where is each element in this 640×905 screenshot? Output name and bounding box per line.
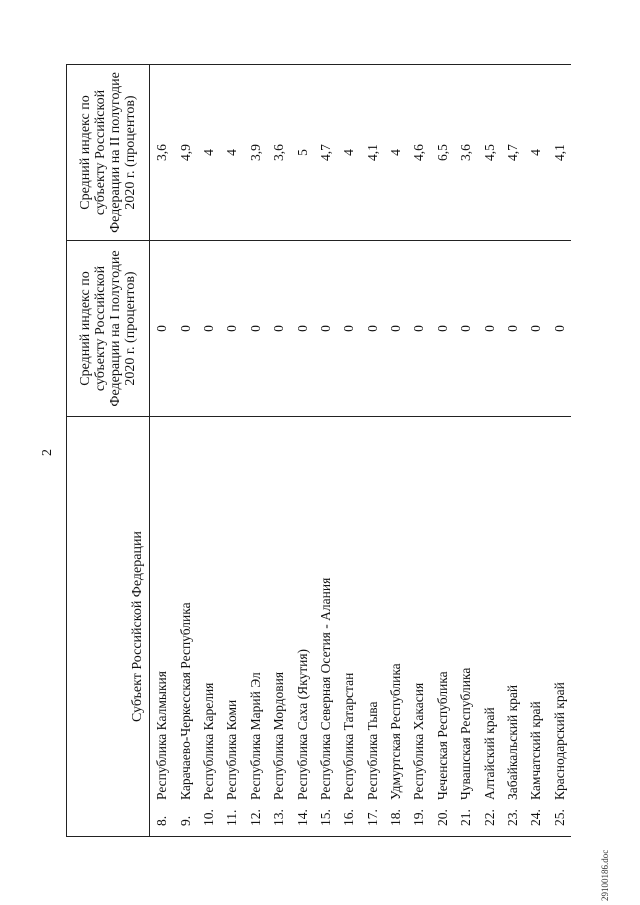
h2-index-value: 5 xyxy=(290,65,313,241)
h2-index-value: 4,7 xyxy=(314,65,337,241)
subject-cell xyxy=(431,417,454,837)
header-h1-index: Средний индекс по субъекту Российской Федерации на I полугодие 2020 г. (процентов) xyxy=(67,241,150,417)
table-row xyxy=(337,65,360,837)
subject-name: Республика Северная Осетия - Алания xyxy=(317,577,333,800)
h1-index-value: 0 xyxy=(361,241,384,417)
h1-index-value: 0 xyxy=(431,241,454,417)
row-number: 17. xyxy=(364,809,380,826)
h2-index-value: 3,9 xyxy=(244,65,267,241)
subject-name: Алтайский край xyxy=(481,707,497,800)
h2-index-value: 3,6 xyxy=(454,65,477,241)
h2-index-value: 4 xyxy=(524,65,547,241)
subject-name: Республика Татарстан xyxy=(341,672,357,800)
table-row xyxy=(150,65,174,837)
h1-index-value: 0 xyxy=(244,241,267,417)
table-row xyxy=(220,65,243,837)
row-number: 22. xyxy=(481,809,497,826)
h1-index-value: 0 xyxy=(384,241,407,417)
table-row xyxy=(501,65,524,837)
subject-name: Республика Калмыкия xyxy=(154,671,170,800)
table-body xyxy=(150,65,572,837)
subject-cell xyxy=(197,417,220,837)
row-number: 18. xyxy=(388,809,404,826)
row-number: 13. xyxy=(271,809,287,826)
h1-index-value: 0 xyxy=(150,241,174,417)
h1-index-value: 0 xyxy=(267,241,290,417)
subject-name: Республика Саха (Якутия) xyxy=(294,648,310,800)
h2-index-value: 6,5 xyxy=(431,65,454,241)
row-number: 25. xyxy=(551,809,567,826)
h1-index-value: 0 xyxy=(314,241,337,417)
h2-index-value: 4,9 xyxy=(173,65,196,241)
h1-index-value: 0 xyxy=(290,241,313,417)
h1-index-value: 0 xyxy=(407,241,430,417)
row-number: 9. xyxy=(177,815,193,826)
row-number: 16. xyxy=(341,809,357,826)
h1-index-value: 0 xyxy=(524,241,547,417)
subject-name: Республика Коми xyxy=(224,699,240,800)
subject-cell xyxy=(407,417,430,837)
h1-index-value: 0 xyxy=(454,241,477,417)
row-number: 21. xyxy=(458,809,474,826)
h1-index-value: 0 xyxy=(197,241,220,417)
subject-name: Республика Хакасия xyxy=(411,682,427,800)
h1-index-value: 0 xyxy=(220,241,243,417)
subject-cell xyxy=(454,417,477,837)
row-number: 20. xyxy=(434,809,450,826)
table-row xyxy=(431,65,454,837)
h2-index-value: 4,5 xyxy=(477,65,500,241)
h2-index-value: 4,7 xyxy=(501,65,524,241)
subject-name: Чувашская Республика xyxy=(458,667,474,800)
table-row xyxy=(267,65,290,837)
table-row xyxy=(454,65,477,837)
subject-cell xyxy=(337,417,360,837)
subject-cell xyxy=(548,417,571,837)
h2-index-value: 4,6 xyxy=(407,65,430,241)
h2-index-value: 4 xyxy=(197,65,220,241)
h2-index-value: 3,6 xyxy=(150,65,174,241)
table-row xyxy=(314,65,337,837)
table-row xyxy=(361,65,384,837)
table-header-row xyxy=(67,65,150,837)
row-number: 14. xyxy=(294,809,310,826)
subject-cell xyxy=(173,417,196,837)
table-row xyxy=(244,65,267,837)
header-h2-index: Средний индекс по субъекту Российской Федерации на II полугодие 2020 г. (процентов) xyxy=(67,65,150,241)
table-row xyxy=(384,65,407,837)
table-row xyxy=(477,65,500,837)
h1-index-value: 0 xyxy=(337,241,360,417)
subject-name: Республика Тыва xyxy=(364,701,380,800)
index-table xyxy=(66,64,571,837)
subject-cell xyxy=(501,417,524,837)
row-number: 23. xyxy=(505,809,521,826)
table-row xyxy=(524,65,547,837)
subject-name: Республика Карелия xyxy=(200,682,216,800)
row-number: 24. xyxy=(528,809,544,826)
h1-index-value: 0 xyxy=(477,241,500,417)
subject-name: Забайкальский край xyxy=(505,684,521,800)
footer-filename: 29100186.doc xyxy=(600,849,610,901)
subject-name: Республика Мордовия xyxy=(271,671,287,800)
subject-cell xyxy=(267,417,290,837)
row-number: 11. xyxy=(224,809,240,826)
table-row xyxy=(407,65,430,837)
table-row xyxy=(197,65,220,837)
subject-name: Удмуртская Республика xyxy=(388,663,404,800)
h2-index-value: 4,1 xyxy=(361,65,384,241)
row-number: 19. xyxy=(411,809,427,826)
subject-name: Карачаево-Черкесская Республика xyxy=(177,602,193,800)
subject-cell xyxy=(361,417,384,837)
h1-index-value: 0 xyxy=(173,241,196,417)
h2-index-value: 4,1 xyxy=(548,65,571,241)
subject-cell xyxy=(384,417,407,837)
h1-index-value: 0 xyxy=(501,241,524,417)
h2-index-value: 4 xyxy=(220,65,243,241)
h2-index-value: 3,6 xyxy=(267,65,290,241)
row-number: 8. xyxy=(154,815,170,826)
subject-cell xyxy=(524,417,547,837)
table-row xyxy=(290,65,313,837)
table-row xyxy=(173,65,196,837)
row-number: 15. xyxy=(317,809,333,826)
header-subject: Субъект Российской Федерации xyxy=(67,417,150,837)
row-number: 12. xyxy=(247,809,263,826)
page-number: 2 xyxy=(40,449,55,456)
table-row xyxy=(548,65,571,837)
h1-index-value: 0 xyxy=(548,241,571,417)
row-number: 10. xyxy=(200,809,216,826)
subject-cell xyxy=(477,417,500,837)
h2-index-value: 4 xyxy=(384,65,407,241)
h2-index-value: 4 xyxy=(337,65,360,241)
subject-name: Чеченская Республика xyxy=(434,671,450,800)
subject-cell xyxy=(244,417,267,837)
subject-name: Камчатский край xyxy=(528,701,544,800)
subject-cell xyxy=(290,417,313,837)
subject-name: Республика Марий Эл xyxy=(247,672,263,800)
subject-cell xyxy=(220,417,243,837)
subject-cell xyxy=(314,417,337,837)
subject-cell xyxy=(150,417,174,837)
subject-name: Краснодарский край xyxy=(551,682,567,800)
